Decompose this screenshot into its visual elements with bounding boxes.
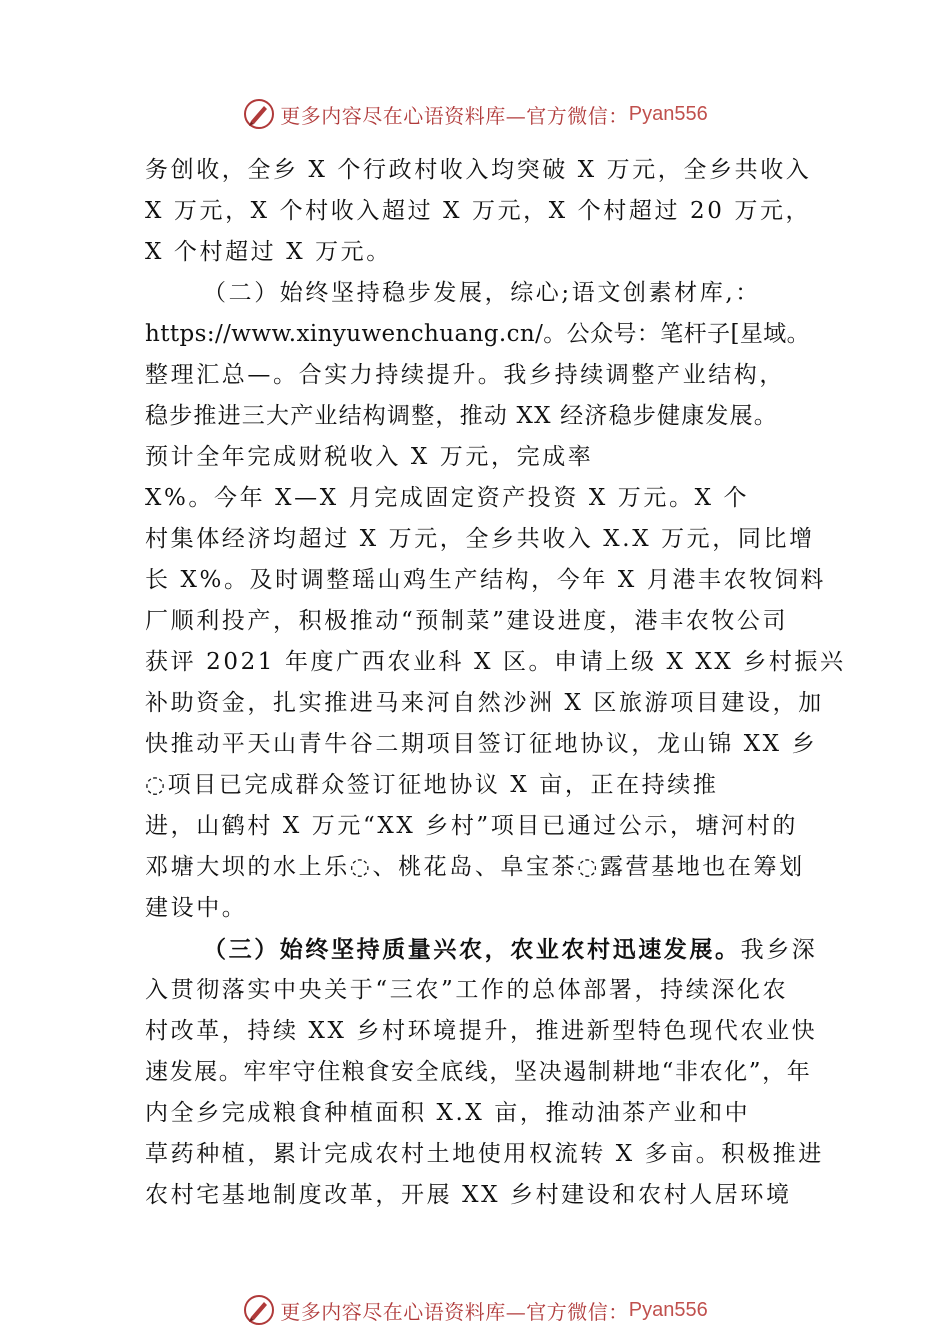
body-line: 入贯彻落实中央关于“三农”工作的总体部署，持续深化农 <box>145 977 789 1003</box>
section2-heading-line: （二）始终坚持稳步发展，综心;语文创素材库,： <box>203 280 761 306</box>
body-line: X 万元，X 个村收入超过 X 万元，X 个村超过 20 万元， <box>145 198 812 224</box>
section3-heading: （三）始终坚持质量兴农，农业农村迅速发展。 <box>203 936 741 963</box>
body-line: 稳步推进三大产业结构调整，推动 XX 经济稳步健康发展。 <box>145 403 778 429</box>
header-wechat-id: Pyan556 <box>628 102 708 125</box>
body-line: 速发展。牢牢守住粮食安全底线，坚决遏制耕地“非农化”，年 <box>145 1059 812 1085</box>
body-line: 建设中。 <box>145 895 248 921</box>
header-banner <box>0 94 950 134</box>
body-line: 预计全年完成财税收入 X 万元，完成率 <box>145 444 594 470</box>
body-line: 村改革，持续 XX 乡村环境提升，推进新型特色现代农业快 <box>145 1018 818 1044</box>
body-line: ◌项目已完成群众签订征地协议 X 亩，正在持续推 <box>145 772 719 798</box>
body-line: 快推动平天山青牛谷二期项目签订征地协议，龙山锦 XX 乡 <box>145 731 818 757</box>
body-line: 草药种植，累计完成农村土地使用权流转 X 多亩。积极推进 <box>145 1141 824 1167</box>
document-body <box>145 150 846 1216</box>
pen-seal-logo-icon <box>242 1293 276 1327</box>
section3-heading-rest: 我乡深 <box>740 937 818 963</box>
body-line: 获评 2021 年度广西农业科 X 区。申请上级 X XX 乡村振兴 <box>145 649 846 675</box>
body-line: X%。今年 X—X 月完成固定资产投资 X 万元。X 个 <box>145 485 750 511</box>
body-line: 邓塘大坝的水上乐◌、桃花岛、阜宝茶◌露营基地也在筹划 <box>145 854 805 880</box>
body-line: 整理汇总—。合实力持续提升。我乡持续调整产业结构， <box>145 362 785 388</box>
footer-wechat-id: Pyan556 <box>628 1298 708 1321</box>
body-line: 补助资金，扎实推进马来河自然沙洲 X 区旅游项目建设，加 <box>145 690 824 716</box>
body-line: X 个村超过 X 万元。 <box>145 239 392 265</box>
body-line: 厂顺利投产，积极推动“预制菜”建设进度，港丰农牧公司 <box>145 608 789 634</box>
body-line: 长 X%。及时调整瑶山鸡生产结构，今年 X 月港丰农牧饲料 <box>145 567 826 593</box>
footer-banner-text: 更多内容尽在心语资料库—官方微信： <box>280 1299 629 1324</box>
footer-banner <box>0 1290 950 1330</box>
body-line: https://www.xinyuwenchuang.cn/。公众号：笔杆子[星域。 <box>145 321 811 347</box>
pen-seal-logo-icon <box>242 97 276 131</box>
body-line: 村集体经济均超过 X 万元，全乡共收入 X.X 万元，同比增 <box>145 526 815 552</box>
body-line: 务创收，全乡 X 个行政村收入均突破 X 万元，全乡共收入 <box>145 157 812 183</box>
body-line: 内全乡完成粮食种植面积 X.X 亩，推动油茶产业和中 <box>145 1100 751 1126</box>
header-banner-text: 更多内容尽在心语资料库—官方微信： <box>280 103 629 128</box>
section3-heading-line <box>145 929 835 970</box>
body-line: 进，山鹤村 X 万元“XX 乡村”项目已通过公示，塘河村的 <box>145 813 798 839</box>
body-line: 农村宅基地制度改革，开展 XX 乡村建设和农村人居环境 <box>145 1182 792 1208</box>
